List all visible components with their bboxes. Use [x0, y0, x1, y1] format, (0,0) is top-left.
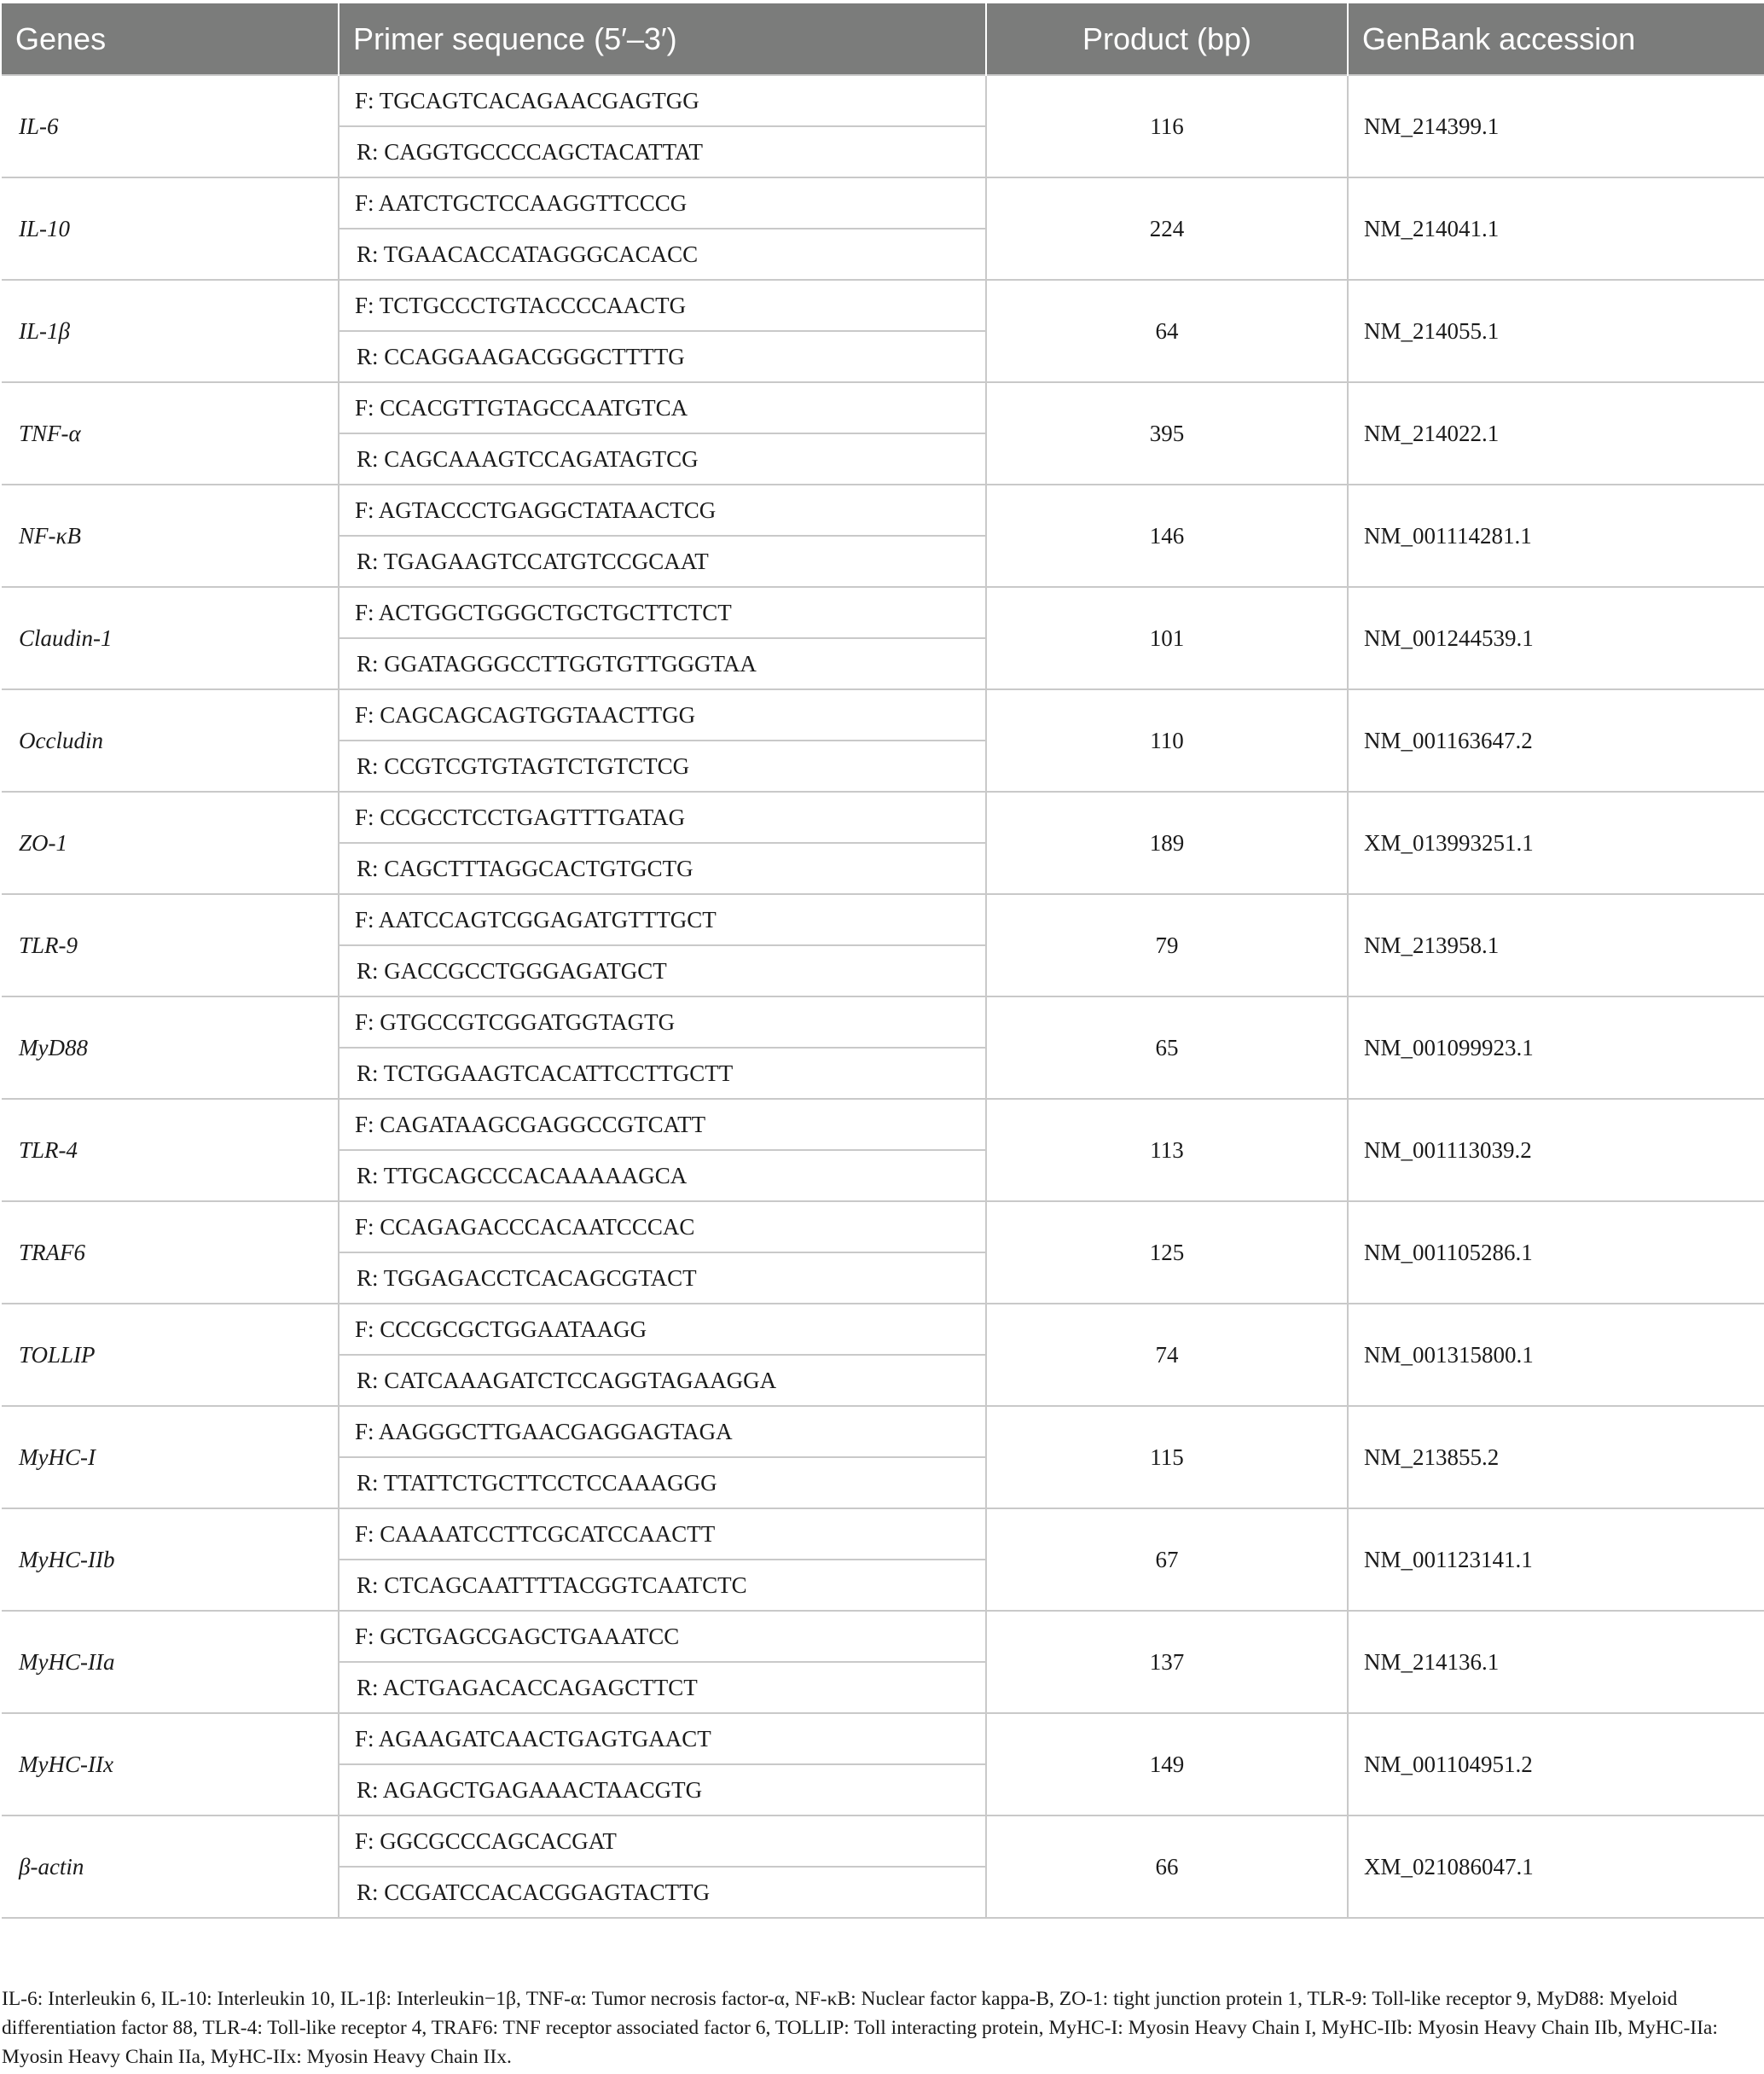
table-row — [2, 1099, 1764, 1150]
gene-name: MyD88 — [2, 996, 339, 1099]
gene-name: IL-10 — [2, 177, 339, 280]
genbank-accession: NM_001105286.1 — [1348, 1201, 1764, 1304]
reverse-primer: R: TTATTCTGCTTCCTCCAAAGGG — [339, 1457, 986, 1508]
table-row — [2, 75, 1764, 126]
forward-primer: F: CCACGTTGTAGCCAATGTCA — [339, 382, 986, 433]
table-row — [2, 1713, 1764, 1764]
genbank-accession: XM_021086047.1 — [1348, 1815, 1764, 1918]
gene-name: Occludin — [2, 689, 339, 792]
forward-primer: F: AAGGGCTTGAACGAGGAGTAGA — [339, 1406, 986, 1457]
reverse-primer: R: TGAACACCATAGGGCACACC — [339, 229, 986, 280]
reverse-primer: R: CCGATCCACACGGAGTACTTG — [339, 1867, 986, 1918]
gene-name: TLR-4 — [2, 1099, 339, 1201]
table-row — [2, 1406, 1764, 1457]
table-row — [2, 485, 1764, 536]
product-size: 101 — [986, 587, 1348, 689]
product-size: 189 — [986, 792, 1348, 894]
forward-primer: F: CAAAATCCTTCGCATCCAACTT — [339, 1508, 986, 1560]
reverse-primer: R: GACCGCCTGGGAGATGCT — [339, 945, 986, 996]
gene-name: IL-6 — [2, 75, 339, 177]
forward-primer: F: AGAAGATCAACTGAGTGAACT — [339, 1713, 986, 1764]
product-size: 137 — [986, 1611, 1348, 1713]
table-footnote: IL-6: Interleukin 6, IL-10: Interleukin 10, IL-1β: Interleukin−1β, TNF-α: Tumor necrosis factor-α, NF-κB: Nuclear factor kappa-B, ZO-1: tight junction protein 1, TLR-9: Toll-like receptor 9, MyD88: Myeloid differentiation factor 88, TLR-4: Toll-like receptor 4, TRAF6: TNF receptor associated factor 6, TOLLIP: Toll interacting protein, MyHC-I: Myosin Heavy Chain I, MyHC-IIb: Myosin Heavy Chain IIb, MyHC-IIa: Myosin Heavy Chain IIa, MyHC-IIx: Myosin Heavy Chain IIx. — [2, 1988, 1718, 2068]
forward-primer: F: CAGCAGCAGTGGTAACTTGG — [339, 689, 986, 741]
table-row — [2, 689, 1764, 741]
table-row — [2, 894, 1764, 945]
table-row — [2, 382, 1764, 433]
table-row — [2, 1815, 1764, 1867]
table-row — [2, 280, 1764, 331]
table-row — [2, 996, 1764, 1048]
product-size: 74 — [986, 1304, 1348, 1406]
table-row — [2, 177, 1764, 229]
reverse-primer: R: CAGCAAAGTCCAGATAGTCG — [339, 433, 986, 485]
genbank-accession: NM_214055.1 — [1348, 280, 1764, 382]
product-size: 79 — [986, 894, 1348, 996]
genbank-accession: NM_001315800.1 — [1348, 1304, 1764, 1406]
forward-primer: F: CCAGAGACCCACAATCCCAC — [339, 1201, 986, 1252]
genbank-accession: NM_001114281.1 — [1348, 485, 1764, 587]
genbank-accession: NM_214041.1 — [1348, 177, 1764, 280]
gene-name: MyHC-IIx — [2, 1713, 339, 1815]
forward-primer: F: ACTGGCTGGGCTGCTGCTTCTCT — [339, 587, 986, 638]
gene-name: TNF-α — [2, 382, 339, 485]
forward-primer: F: AATCTGCTCCAAGGTTCCCG — [339, 177, 986, 229]
header-primer-sequence: Primer sequence (5′–3′) — [339, 3, 986, 75]
forward-primer: F: TCTGCCCTGTACCCCAACTG — [339, 280, 986, 331]
reverse-primer: R: CATCAAAGATCTCCAGGTAGAAGGA — [339, 1355, 986, 1406]
gene-name: NF-κB — [2, 485, 339, 587]
reverse-primer: R: GGATAGGGCCTTGGTGTTGGGTAA — [339, 638, 986, 689]
genbank-accession: NM_214022.1 — [1348, 382, 1764, 485]
primer-table — [2, 3, 1764, 1919]
table-row — [2, 1508, 1764, 1560]
product-size: 66 — [986, 1815, 1348, 1918]
table-row — [2, 792, 1764, 843]
forward-primer: F: AATCCAGTCGGAGATGTTTGCT — [339, 894, 986, 945]
forward-primer: F: GTGCCGTCGGATGGTAGTG — [339, 996, 986, 1048]
genbank-accession: NM_001113039.2 — [1348, 1099, 1764, 1201]
genbank-accession: NM_001123141.1 — [1348, 1508, 1764, 1611]
reverse-primer: R: CCGTCGTGTAGTCTGTCTCG — [339, 741, 986, 792]
product-size: 224 — [986, 177, 1348, 280]
table-row — [2, 1611, 1764, 1662]
reverse-primer: R: TGGAGACCTCACAGCGTACT — [339, 1252, 986, 1304]
forward-primer: F: CCGCCTCCTGAGTTTGATAG — [339, 792, 986, 843]
genbank-accession: XM_013993251.1 — [1348, 792, 1764, 894]
product-size: 65 — [986, 996, 1348, 1099]
gene-name: TLR-9 — [2, 894, 339, 996]
forward-primer: F: GCTGAGCGAGCTGAAATCC — [339, 1611, 986, 1662]
product-size: 116 — [986, 75, 1348, 177]
genbank-accession: NM_001104951.2 — [1348, 1713, 1764, 1815]
gene-name: MyHC-I — [2, 1406, 339, 1508]
product-size: 64 — [986, 280, 1348, 382]
reverse-primer: R: CAGCTTTAGGCACTGTGCTG — [339, 843, 986, 894]
reverse-primer: R: TGAGAAGTCCATGTCCGCAAT — [339, 536, 986, 587]
reverse-primer: R: TCTGGAAGTCACATTCCTTGCTT — [339, 1048, 986, 1099]
genbank-accession: NM_001099923.1 — [1348, 996, 1764, 1099]
gene-name: MyHC-IIb — [2, 1508, 339, 1611]
forward-primer: F: CCCGCGCTGGAATAAGG — [339, 1304, 986, 1355]
genbank-accession: NM_214399.1 — [1348, 75, 1764, 177]
gene-name: TRAF6 — [2, 1201, 339, 1304]
gene-name: ZO-1 — [2, 792, 339, 894]
product-size: 146 — [986, 485, 1348, 587]
gene-name: TOLLIP — [2, 1304, 339, 1406]
product-size: 395 — [986, 382, 1348, 485]
header-genbank-accession: GenBank accession — [1348, 3, 1764, 75]
genbank-accession: NM_001244539.1 — [1348, 587, 1764, 689]
product-size: 110 — [986, 689, 1348, 792]
header-genes: Genes — [2, 3, 339, 75]
gene-name: IL-1β — [2, 280, 339, 382]
reverse-primer: R: CCAGGAAGACGGGCTTTTG — [339, 331, 986, 382]
forward-primer: F: AGTACCCTGAGGCTATAACTCG — [339, 485, 986, 536]
reverse-primer: R: ACTGAGACACCAGAGCTTCT — [339, 1662, 986, 1713]
table-row — [2, 1201, 1764, 1252]
genbank-accession: NM_213958.1 — [1348, 894, 1764, 996]
table-body — [2, 75, 1764, 1918]
gene-name: β-actin — [2, 1815, 339, 1918]
forward-primer: F: TGCAGTCACAGAACGAGTGG — [339, 75, 986, 126]
forward-primer: F: CAGATAAGCGAGGCCGTCATT — [339, 1099, 986, 1150]
genbank-accession: NM_214136.1 — [1348, 1611, 1764, 1713]
reverse-primer: R: TTGCAGCCCACAAAAAGCA — [339, 1150, 986, 1201]
reverse-primer: R: CAGGTGCCCCAGCTACATTAT — [339, 126, 986, 177]
product-size: 67 — [986, 1508, 1348, 1611]
product-size: 149 — [986, 1713, 1348, 1815]
genbank-accession: NM_213855.2 — [1348, 1406, 1764, 1508]
table-row — [2, 1304, 1764, 1355]
table-row — [2, 587, 1764, 638]
header-product: Product (bp) — [986, 3, 1348, 75]
gene-name: MyHC-IIa — [2, 1611, 339, 1713]
gene-name: Claudin-1 — [2, 587, 339, 689]
product-size: 115 — [986, 1406, 1348, 1508]
genbank-accession: NM_001163647.2 — [1348, 689, 1764, 792]
reverse-primer: R: CTCAGCAATTTTACGGTCAATCTC — [339, 1560, 986, 1611]
header-row — [2, 3, 1764, 75]
forward-primer: F: GGCGCCCAGCACGAT — [339, 1815, 986, 1867]
reverse-primer: R: AGAGCTGAGAAACTAACGTG — [339, 1764, 986, 1815]
product-size: 125 — [986, 1201, 1348, 1304]
product-size: 113 — [986, 1099, 1348, 1201]
table-header — [2, 3, 1764, 75]
